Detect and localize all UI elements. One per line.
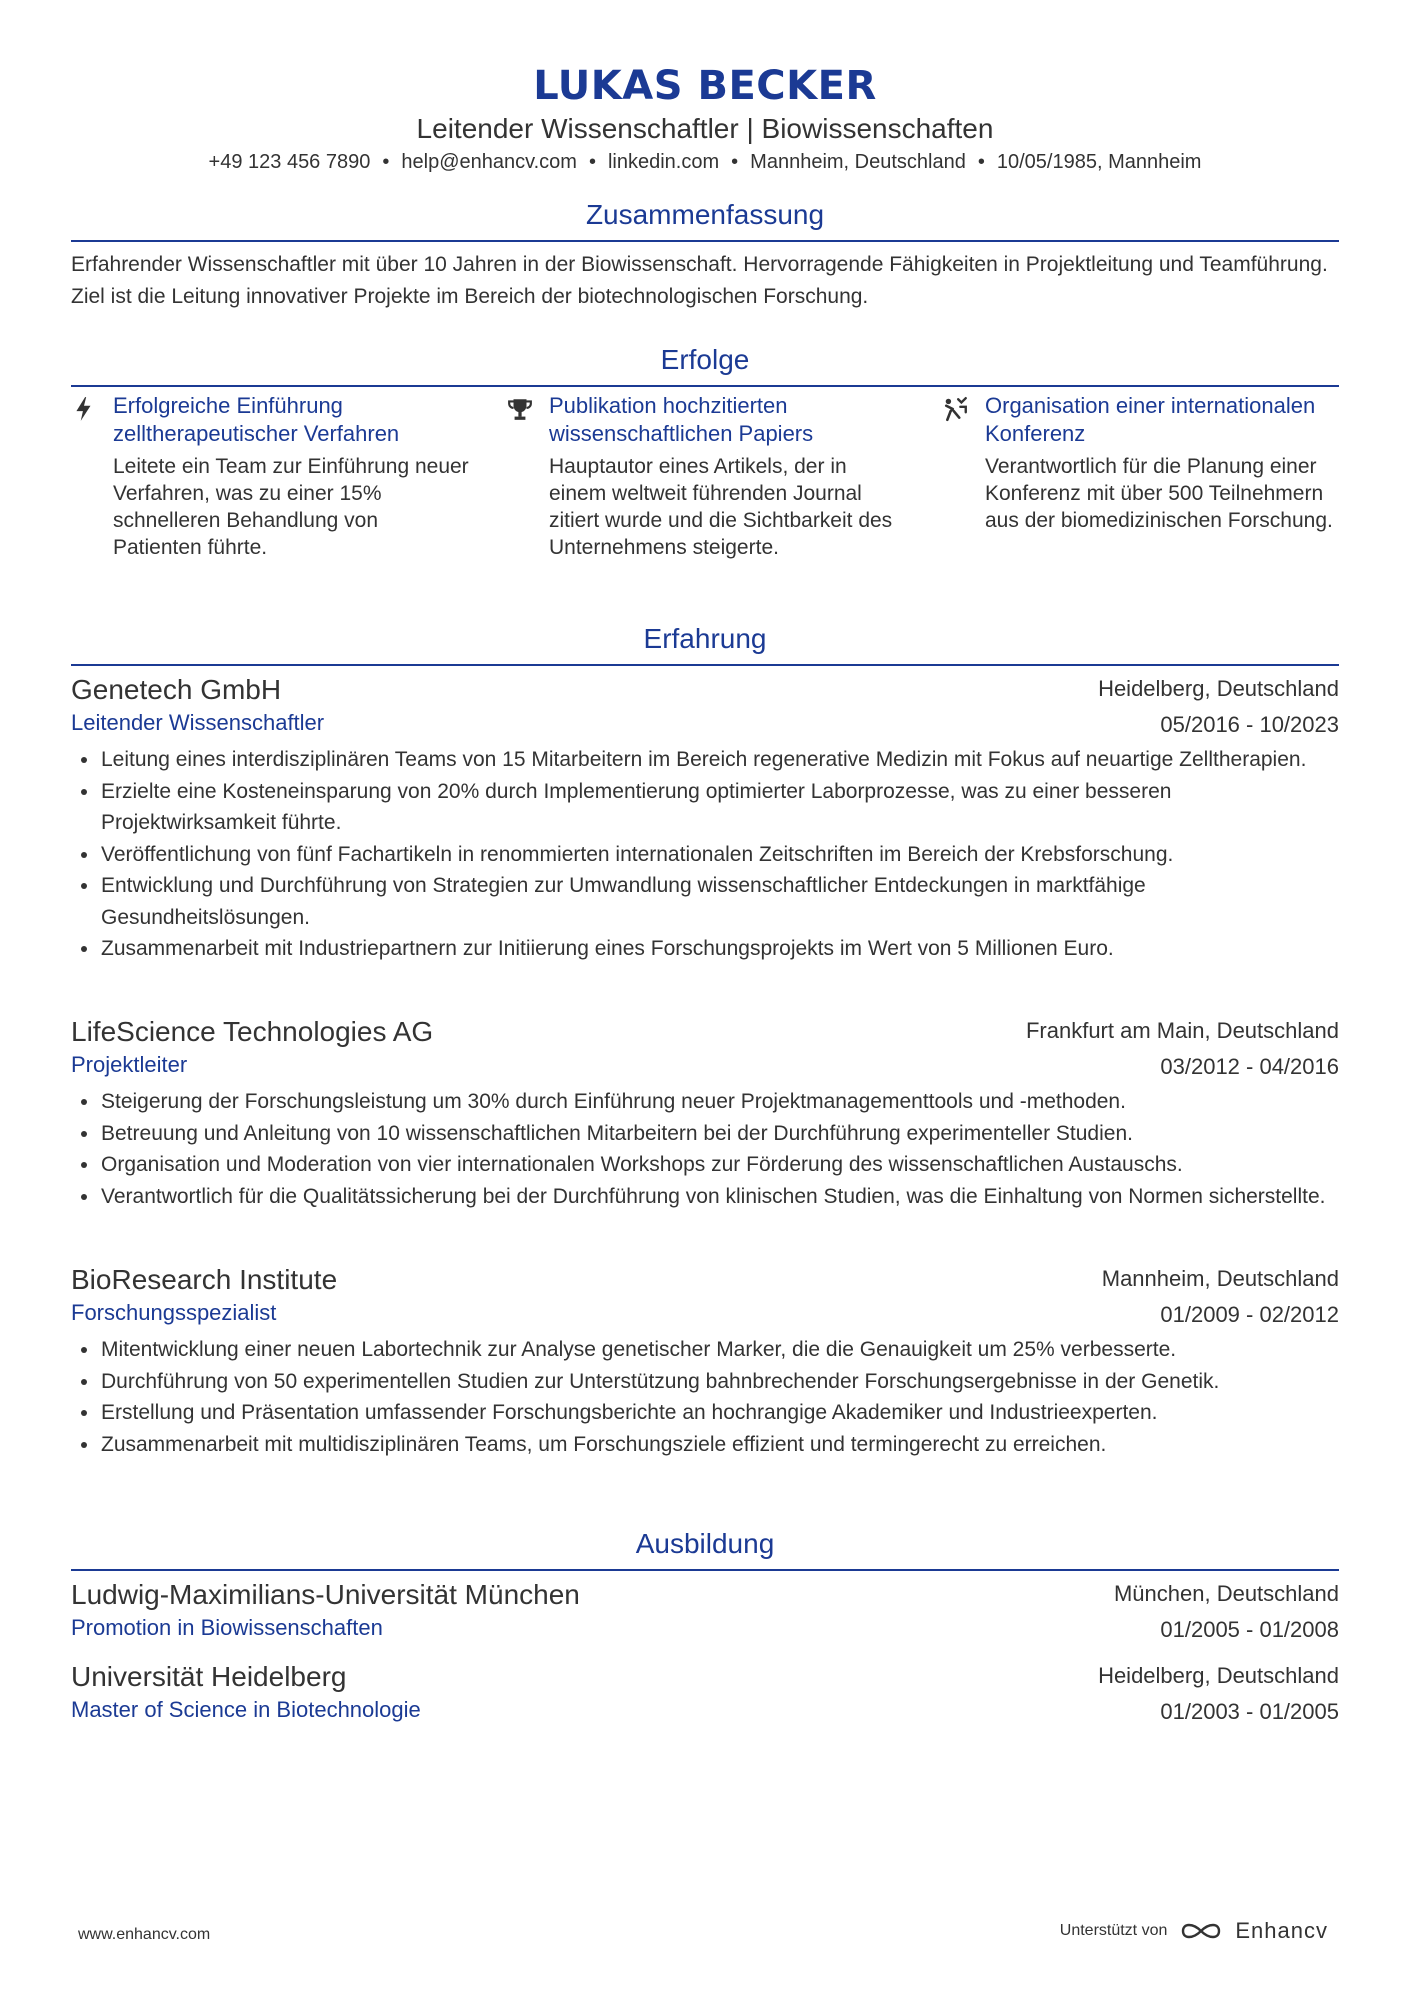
education-dates: 01/2003 - 01/2005	[1160, 1699, 1339, 1724]
education-dates: 01/2005 - 01/2008	[1160, 1617, 1339, 1642]
summary-text: Erfahrender Wissenschaftler mit über 10 Jahren in der Biowissenschaft. Hervorragende Fähigkeiten in Projektleitung und Teamführung. Ziel ist die Leitung innovativer Projekte im Bereich der biotechnologischen Forschung.	[71, 253, 1328, 308]
education-heading: Ausbildung	[635, 1528, 775, 1559]
job-bullet: Zusammenarbeit mit Industriepartnern zur Initiierung eines Forschungsprojekts im Wert von 5 Millionen Euro.	[71, 933, 1339, 965]
contact-separator: •	[731, 151, 739, 173]
job-bullet: Zusammenarbeit mit multidisziplinären Teams, um Forschungsziele effizient und termingerecht zu erreichen.	[71, 1429, 1339, 1461]
company-name: BioResearch Institute	[71, 1264, 338, 1295]
job-role: Forschungsspezialist	[71, 1300, 277, 1325]
section-divider	[71, 240, 1339, 242]
job-dates: 03/2012 - 04/2016	[1160, 1054, 1339, 1079]
birth-info: 10/05/1985, Mannheim	[996, 151, 1202, 173]
job-bullet: Mitentwicklung einer neuen Labortechnik zur Analyse genetischer Marker, die die Genauigkeit um 25% verbesserte.	[71, 1334, 1339, 1366]
contact-separator: •	[588, 151, 596, 173]
job-bullet: Verantwortlich für die Qualitätssicherung bei der Durchführung von klinischen Studien, was die Einhaltung von Normen sicherstellte.	[71, 1181, 1339, 1213]
job-bullets	[71, 744, 1339, 965]
achievement-title: Organisation einer internationalen Konferenz	[985, 393, 1316, 446]
school-location: Heidelberg, Deutschland	[1098, 1663, 1339, 1688]
section-divider	[71, 1569, 1339, 1571]
achievement-title: Publikation hochzitierten wissenschaftlichen Papiers	[549, 393, 814, 446]
job-role: Leitender Wissenschaftler	[71, 710, 325, 735]
experience-heading: Erfahrung	[643, 623, 767, 654]
lightning-bolt-icon	[71, 396, 97, 422]
job-role: Projektleiter	[71, 1052, 188, 1077]
company-name: LifeScience Technologies AG	[71, 1016, 434, 1047]
achievement-desc: Leitete ein Team zur Einführung neuer Verfahren, was zu einer 15% schnelleren Behandlung von Patienten führte.	[113, 455, 469, 559]
job-bullet: Veröffentlichung von fünf Fachartikeln in renommierten internationalen Zeitschriften im Bereich der Krebsforschung.	[71, 839, 1339, 871]
job-entry	[71, 1262, 1339, 1460]
contact-separator: •	[382, 151, 390, 173]
achievement-desc: Verantwortlich für die Planung einer Konferenz mit über 500 Teilnehmern aus der biomedizinischen Forschung.	[985, 455, 1333, 532]
job-location: Mannheim, Deutschland	[1101, 1266, 1339, 1291]
linkedin[interactable]: linkedin.com	[607, 151, 720, 173]
job-bullet: Durchführung von 50 experimentellen Studien zur Unterstützung bahnbrechender Forschungsergebnisse in der Genetik.	[71, 1366, 1339, 1398]
achievement-desc: Hauptautor eines Artikels, der in einem weltweit führenden Journal zitiert wurde und die Sichtbarkeit des Unternehmens steigerte.	[549, 455, 893, 559]
enhancv-logo-icon	[1179, 1919, 1223, 1943]
school-name: Ludwig-Maximilians-Universität München	[71, 1579, 580, 1610]
powered-by-label: Unterstützt von	[1059, 1922, 1168, 1939]
job-bullet: Leitung eines interdisziplinären Teams von 15 Mitarbeitern im Bereich regenerative Medizin mit Fokus auf neuartige Zelltherapien.	[71, 744, 1339, 776]
summary-heading: Zusammenfassung	[585, 199, 825, 230]
section-divider	[71, 385, 1339, 387]
job-dates: 05/2016 - 10/2023	[1160, 712, 1339, 737]
job-bullet: Erstellung und Präsentation umfassender Forschungsberichte an hochrangige Akademiker und Industrieexperten.	[71, 1397, 1339, 1429]
achievements-heading: Erfolge	[660, 344, 750, 375]
job-bullets	[71, 1086, 1339, 1212]
footer-website[interactable]: www.enhancv.com	[78, 1926, 211, 1943]
contact-line	[71, 149, 1339, 175]
job-bullets	[71, 1334, 1339, 1460]
school-location: München, Deutschland	[1113, 1581, 1339, 1606]
degree: Master of Science in Biotechnologie	[71, 1697, 421, 1722]
job-bullet: Organisation und Moderation von vier internationalen Workshops zur Förderung des wissenschaftlichen Austauschs.	[71, 1149, 1339, 1181]
section-divider	[71, 664, 1339, 666]
achievement-title: Erfolgreiche Einführung zelltherapeutischer Verfahren	[113, 393, 400, 446]
company-name: Genetech GmbH	[71, 674, 282, 705]
job-dates: 01/2009 - 02/2012	[1160, 1302, 1339, 1327]
degree: Promotion in Biowissenschaften	[71, 1615, 383, 1640]
job-entry	[71, 1014, 1339, 1212]
education-entry	[71, 1659, 1339, 1725]
achievement-item	[943, 392, 1343, 534]
phone: +49 123 456 7890	[208, 151, 371, 173]
school-name: Universität Heidelberg	[71, 1661, 347, 1692]
candidate-title: Leitender Wissenschaftler | Biowissenschaften	[416, 113, 994, 144]
contact-separator: •	[977, 151, 985, 173]
conference-icon	[943, 396, 969, 422]
candidate-name: LUKAS BECKER	[533, 63, 877, 109]
footer-branding	[1060, 1918, 1328, 1944]
job-location: Heidelberg, Deutschland	[1098, 676, 1339, 701]
job-bullet: Betreuung und Anleitung von 10 wissenschaftlichen Mitarbeitern bei der Durchführung experimenteller Studien.	[71, 1118, 1339, 1150]
job-location: Frankfurt am Main, Deutschland	[1025, 1018, 1339, 1043]
trophy-icon	[507, 396, 533, 422]
location: Mannheim, Deutschland	[750, 151, 966, 173]
brand-name: Enhancv	[1235, 1918, 1328, 1943]
achievement-item	[507, 392, 907, 561]
job-bullet: Steigerung der Forschungsleistung um 30% durch Einführung neuer Projektmanagementtools und -methoden.	[71, 1086, 1339, 1118]
achievement-item	[71, 392, 471, 561]
email[interactable]: help@enhancv.com	[401, 151, 577, 173]
job-bullet: Erzielte eine Kosteneinsparung von 20% durch Implementierung optimierter Laborprozesse, was zu einer besseren Projektwirksamkeit führte.	[71, 776, 1339, 839]
job-entry	[71, 672, 1339, 965]
job-bullet: Entwicklung und Durchführung von Strategien zur Umwandlung wissenschaftlicher Entdeckungen in marktfähige Gesundheitslösungen.	[71, 870, 1339, 933]
education-entry	[71, 1577, 1339, 1643]
